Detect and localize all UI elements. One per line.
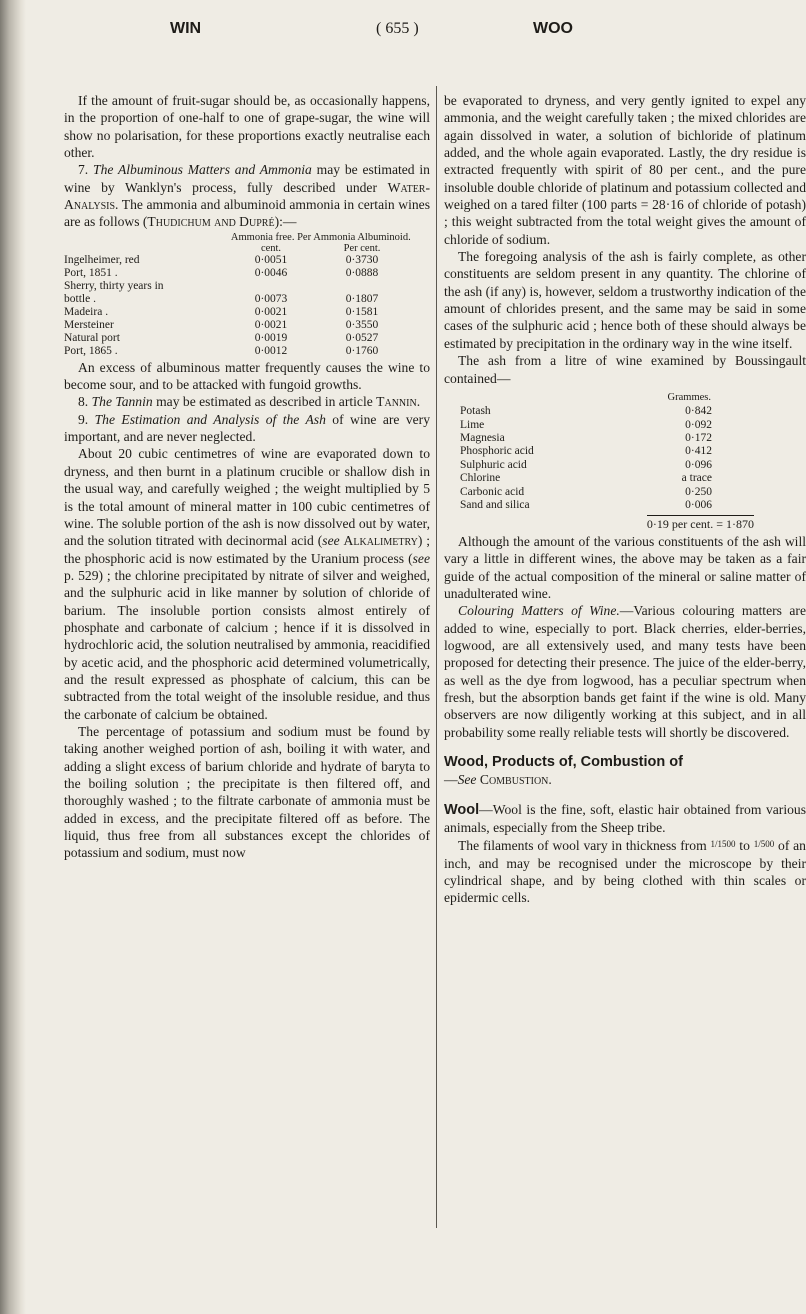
table-row (460, 445, 712, 458)
header-left-word: WIN (170, 20, 202, 37)
cross-reference: Water-Analysis. (64, 179, 430, 213)
ammonia-free-value: 0·0021 (254, 305, 288, 318)
table-row (460, 472, 712, 485)
ammonia-free-value: 0·0073 (254, 292, 288, 305)
text-run: The filaments of wool vary in thickness from (458, 838, 707, 854)
ammonia-albuminoid-value: 0·3550 (345, 318, 379, 331)
section-title: The Tannin (91, 394, 153, 410)
grammes-value: 0·842 (685, 405, 712, 418)
author-names: Thudichum and Dupré (147, 214, 275, 230)
constituent-name: Phosphoric acid (460, 445, 534, 458)
text-run: to (739, 838, 750, 854)
wine-name: Port, 1851 . (64, 266, 118, 279)
ammonia-albuminoid-value: 0·1760 (345, 344, 379, 357)
paragraph-constituents: Although the amount of the various constituents of the ash will vary a little in different wines, the above may be taken as a fair guide of the actual composition of the mineral or saline matter of unadulterated wine. (444, 533, 806, 601)
text-run: of an inch, and may be recognised under the microscope by their cylindrical shape, and by being clothed with thin scales or epidermic cells. (444, 838, 806, 906)
paragraph-excess: An excess of albuminous matter frequently causes the wine to become sour, and to be attacked with fungoid growths. (64, 359, 430, 393)
ammonia-albuminoid-value (312, 280, 412, 293)
paragraph-boussingault: The ash from a litre of wine examined by Boussingault contained— (444, 353, 806, 386)
right-column (444, 92, 806, 907)
table-row (460, 419, 712, 432)
page-number: ( 655 ) (376, 20, 419, 37)
constituent-name: Carbonic acid (460, 485, 525, 498)
table-row (64, 254, 412, 267)
wine-name: Ingelheimer, red (64, 253, 140, 266)
wine-name: Natural port (64, 331, 120, 344)
binding-shadow (0, 0, 26, 1314)
cross-reference: Tannin. (376, 394, 421, 410)
paragraph-ash-method (64, 445, 430, 723)
ammonia-albuminoid-value: 0·0888 (345, 266, 379, 279)
section-title: The Estimation and Analysis of the Ash (94, 411, 326, 427)
grammes-value: a trace (681, 472, 712, 485)
constituent-name: Chlorine (460, 472, 501, 485)
constituent-name: Magnesia (460, 432, 505, 445)
grammes-value: 0·096 (685, 458, 712, 471)
ammonia-albuminoid-value: 0·3730 (345, 253, 379, 266)
text-run: p. 529) ; the chlorine precipitated by nitrate of silver and weighed, and the sulphuric acid in like manner by solution of chloride of barium. The insoluble portion consists almost entirely of phosphate and carbonate of calcium ; hence if it is dissolved in hydrochloric acid, the solution neutralised by ammonia, reacidified by acetic acid, and the phosphoric acid determined volumetrically, and the result expressed as phosphate of calcium, this can be subtracted from the total weight of the insoluble residue, and thus the carbonate of calcium be obtained. (64, 567, 430, 722)
wine-name: bottle . (64, 292, 96, 305)
ammonia-free-value: 0·0046 (254, 266, 288, 279)
paragraph-evaporated: be evaporated to dryness, and very gently ignited to expel any ammonia, and the weight carefully taken ; the mixed chlorides are again dissolved in water, a solution of bichloride of platinum added, and the whole again evaporated. Lastly, the dry residue is extracted frequently with spirit of 80 per cent., and the pure insoluble double chloride of platinum and potassium collected and weighed on a tared filter (100 parts = 28·16 of chloride of potash) ; this weight subtracted from the total weight gives the amount of chloride of sodium. (444, 93, 806, 247)
left-column (64, 92, 430, 862)
paragraph-ash-heading (64, 411, 430, 446)
text-run: The ammonia and albuminoid ammonia in certain wines are as follows ( (64, 197, 430, 230)
ash-total (444, 516, 806, 533)
grammes-value: 0·412 (685, 445, 712, 458)
grammes-value: 0·092 (685, 418, 712, 431)
section-number: 8. (78, 394, 89, 410)
constituent-name: Sulphuric acid (460, 458, 527, 471)
constituent-name: Potash (460, 405, 491, 418)
ammonia-albuminoid-value: 0·1807 (345, 292, 379, 305)
text-run: — (444, 772, 458, 788)
paragraph-tannin (64, 393, 430, 410)
ammonia-free-value: 0·0051 (254, 253, 288, 266)
column-header-albuminoid: Ammonia Albuminoid. Per cent. (313, 231, 411, 254)
section-number: 7. (78, 162, 89, 178)
ash-composition-table (460, 390, 712, 513)
wine-name: Mersteiner (64, 318, 114, 331)
cross-reference: Combustion. (479, 772, 552, 788)
section-number: 9. (78, 411, 89, 427)
grammes-value: 0·006 (685, 499, 712, 512)
ammonia-albuminoid-value: 0·1581 (345, 305, 379, 318)
constituent-name: Lime (460, 418, 485, 431)
table-row (64, 332, 412, 345)
text-run: ):— (274, 214, 297, 230)
grammes-value: 0·172 (685, 432, 712, 445)
text-run: may be estimated in wine by Wanklyn's process, fully described under (64, 162, 430, 195)
table-row (460, 486, 712, 499)
table-row (64, 345, 412, 358)
text-run: ) ; the phosphoric acid is now estimated by the Uranium process ( (64, 533, 431, 566)
paragraph-potassium: The percentage of potassium and sodium must be found by taking another weighed portion of ash, boiling it with water, and adding a slight excess of barium chloride and hydrate of baryta to the boiling solution ; the precipitate is then filtered off, and thoroughly washed ; to the filtrate carbonate of ammonia must be added in excess, and the precipitate filtered off as before. The liquid, thus free from all substances except the chlorides of potassium and sodium, must now (64, 723, 430, 861)
ammonia-free-value: 0·0012 (254, 344, 288, 357)
ammonia-free-value: 0·0019 (254, 331, 288, 344)
table-row (64, 267, 412, 280)
ammonia-free-value (230, 280, 312, 293)
cross-reference: Alkalimetry (343, 533, 418, 549)
see-word: see (412, 550, 430, 566)
column-header-free: Ammonia free. Per cent. (230, 231, 312, 254)
ammonia-albuminoid-value: 0·0527 (345, 331, 379, 344)
table-row (64, 293, 412, 306)
running-header (0, 18, 800, 44)
fraction: 1/1500 (710, 839, 736, 850)
table-row (460, 405, 712, 418)
paragraph-wool-filaments (444, 836, 806, 906)
text-run: may be estimated as described in article (156, 394, 373, 410)
heading-wood: Wood, Products of, Combustion of (444, 753, 683, 770)
paragraph-colouring (444, 602, 806, 741)
paragraph-albuminous (64, 161, 430, 230)
text-run: —Various colouring matters are added to wine, especially to port. Black cherries, elder-berries, logwood, are all extensively used, and many tests have been proposed for detecting their presence. The juice of the elder-berry, as well as the dye from logwood, has a peculiar spectrum when fresh, but the absorption bands get faint if the wine is old. Many observers are now diligently working at this subject, and in all probability some really reliable tests will shortly be discovered. (444, 603, 806, 740)
section-title: The Albuminous Matters and Ammonia (93, 162, 312, 178)
header-right-word: WOO (533, 20, 573, 37)
table-row (64, 319, 412, 332)
table-row (460, 499, 712, 512)
section-title: Colouring Matters of Wine. (458, 603, 620, 619)
wine-name: Port, 1865 . (64, 344, 118, 357)
paragraph-foregoing: The foregoing analysis of the ash is fairly complete, as other constituents are seldom present in any quantity. The chlorine of the ash (if any) is, however, seldom a trustworthy indication of the amount of chlorides present, and the same may be said in some cases of the sulphuric acid ; hence both of these should always be estimated by precipitation in the ordinary way in the wine itself. (444, 249, 806, 351)
see-word: see (322, 533, 340, 549)
table-row (460, 432, 712, 445)
text-run: of wine are very important, and are never neglected. (64, 411, 430, 445)
fraction: 1/500 (753, 839, 775, 850)
ammonia-free-value: 0·0021 (254, 318, 288, 331)
constituent-name: Sand and silica (460, 499, 530, 512)
paragraph-fruit-sugar: If the amount of fruit-sugar should be, as occasionally happens, in the proportion of one-half to one of grape-sugar, the wine will show no polarisation, for these proportions exactly neutralise each other. (64, 93, 430, 161)
column-divider (436, 86, 437, 1228)
table-row (64, 280, 412, 293)
ash-total-value: 0·19 per cent. = 1·870 (646, 516, 754, 531)
text-run: About 20 cubic centimetres of wine are evaporated down to dryness, and then burnt in a platinum crucible or shallow dish in the usual way, and carefully weighed ; the weight multiplied by 5 is the total amount of mineral matter in 100 cubic centimetres of wine. The soluble portion of the ash is now dissolved out by water, and the solution titrated with decinormal acid ( (64, 446, 430, 549)
ammonia-table (64, 232, 412, 358)
wine-name: Sherry, thirty years in (64, 279, 164, 292)
table-row (64, 306, 412, 319)
grammes-value: 0·250 (685, 485, 712, 498)
see-word: See (457, 772, 477, 788)
table-row (460, 459, 712, 472)
unit-header: Grammes. (667, 391, 711, 403)
heading-wool: Wool (444, 801, 480, 818)
text-run: —Wool is the fine, soft, elastic hair obtained from various animals, especially from the Sheep tribe. (444, 801, 806, 835)
wine-name: Madeira . (64, 305, 109, 318)
